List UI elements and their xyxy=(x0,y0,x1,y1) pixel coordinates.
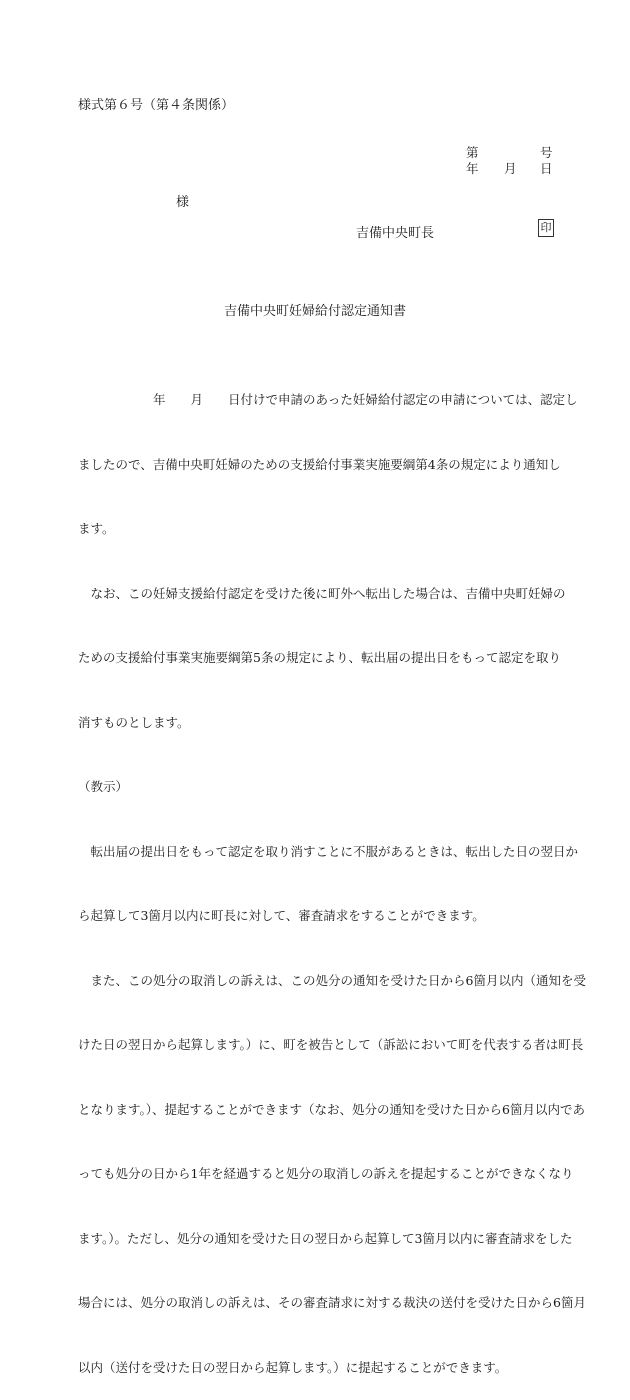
body-line: なお、この妊婦支援給付認定を受けた後に町外へ転出した場合は、吉備中央町妊婦の xyxy=(78,585,566,601)
body-line: っても処分の日から1年を経過すると処分の取消しの訴えを提起することができなくなり xyxy=(78,1166,574,1181)
issuer-name: 吉備中央町長 xyxy=(356,226,435,241)
body-line: ための支援給付事業実施要綱第5条の規定により、転出届の提出日をもって認定を取り xyxy=(78,650,561,665)
addressee-honorific: 様 xyxy=(176,195,190,210)
body-line: ましたので、吉備中央町妊婦のための支援給付事業実施要綱第4条の規定により通知し xyxy=(78,456,561,472)
body-line: 消すものとします。 xyxy=(78,714,190,730)
body-line: また、この処分の取消しの訴えは、この処分の通知を受けた日から6箇月以内（通知を受 xyxy=(78,972,586,988)
document-number-prefix: 第 xyxy=(466,145,479,160)
body-line: 転出届の提出日をもって認定を取り消すことに不服があるときは、転出した日の翌日か xyxy=(78,843,579,859)
body-line: けた日の翌日から起算します。）に、町を被告として（訴訟において町を代表する者は町長 xyxy=(78,1037,584,1052)
body-line: 以内（送付を受けた日の翌日から起算します。）に提起することができます。 xyxy=(78,1359,508,1375)
body-line: ら起算して3箇月以内に町長に対して、審査請求をすることができます。 xyxy=(78,908,485,923)
document-title: 吉備中央町妊婦給付認定通知書 xyxy=(223,304,406,319)
body-line: 年 月 日付けで申請のあった妊婦給付認定の申請については、認定し xyxy=(78,392,578,407)
body-line: 場合には、処分の取消しの訴えは、その審査請求に対する裁決の送付を受けた日から6箇月 xyxy=(78,1295,586,1310)
date-month-label: 月 xyxy=(504,161,517,176)
seal-mark: 印 xyxy=(538,219,554,237)
document-number-suffix: 号 xyxy=(540,145,553,160)
date-day-label: 日 xyxy=(540,161,553,176)
notice-body xyxy=(78,346,586,1400)
form-number: 様式第６号（第４条関係） xyxy=(78,98,235,113)
body-line: となります。）、提起することができます（なお、処分の通知を受けた日から6箇月以内であ xyxy=(78,1101,585,1117)
body-line: ます。）。ただし、処分の通知を受けた日の翌日から起算して3箇月以内に審査請求をした xyxy=(78,1230,573,1246)
date-year-label: 年 xyxy=(466,161,479,176)
body-line: ます。 xyxy=(78,521,115,536)
instruction-heading: （教示） xyxy=(78,779,129,794)
